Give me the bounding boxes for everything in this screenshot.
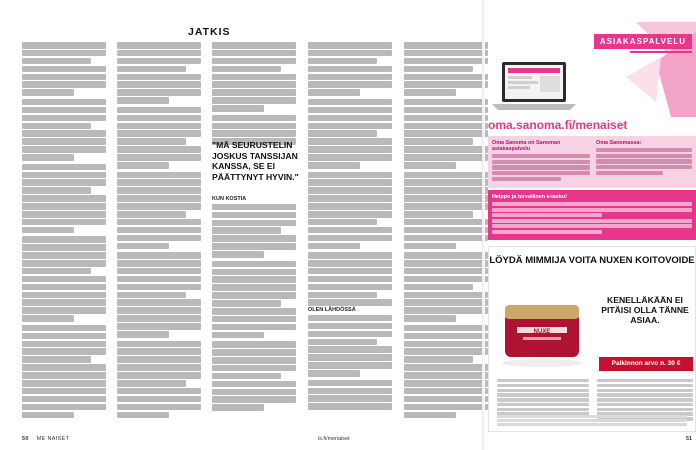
ad-brand: NUXE: [533, 329, 551, 335]
pull-quote: "MÄ SEURUSTELIN JOSKUS TANSSIJAN KANSSA, SE EI PÄÄTTYNYT HYVIN.": [212, 140, 299, 182]
subhead-kun-kostia: KUN KOSTIA: [212, 196, 247, 203]
page-spine: [482, 0, 485, 450]
continued-label: JATKIS: [188, 26, 231, 38]
article: [22, 20, 480, 432]
customer-service-title: ASIAKASPALVELU: [594, 34, 692, 49]
nuxe-advertisement: [488, 246, 696, 432]
ad-title: LÖYDÄ MIMMIJA VOITA NUXEN KOITOVOIDE: [489, 255, 695, 266]
info-left-heading: Oma Sanoma on Sanoman asiakaspalvelu: [492, 140, 561, 152]
ad-copy-left: [497, 379, 589, 417]
footer-url: is.fi/menaiset: [318, 436, 350, 442]
title-underline: [630, 51, 692, 53]
info-panel-left: [492, 140, 590, 182]
e-invoice-panel: [488, 190, 696, 240]
customer-service-banner: [488, 22, 696, 117]
laptop-icon: [488, 58, 580, 116]
article-column-5: [404, 42, 488, 434]
ad-headline: KENELLÄKÄÄN EI PITÄISI OLLA TÄNNE ASIAA.: [601, 295, 689, 325]
ad-fine-print: [497, 415, 687, 427]
prize-value-badge: Palkinnon arvo n. 30 €: [599, 357, 693, 371]
cream-jar-image: [497, 283, 587, 371]
info-panel: [488, 136, 696, 188]
info-right-heading: Oma Sanomassa:: [596, 140, 642, 146]
right-page: [488, 0, 696, 450]
subhead-olen-lahdossa: OLEN LÄHDÖSSÄ: [308, 307, 356, 314]
page-number-right: 51: [686, 436, 692, 442]
page-number-left: 50: [22, 436, 29, 442]
customer-service-domain[interactable]: oma.sanoma.fi/menaiset: [488, 118, 628, 132]
info-panel-right: [596, 140, 692, 176]
article-column-4: [308, 42, 392, 434]
e-invoice-heading: Helppo ja turvallinen e-lasku!: [492, 194, 567, 200]
article-column-1: [22, 42, 106, 434]
magazine-name: ME NAISET: [36, 436, 70, 442]
footer-left: [22, 436, 69, 442]
article-column-3: [212, 42, 296, 434]
article-column-2: [117, 42, 201, 434]
